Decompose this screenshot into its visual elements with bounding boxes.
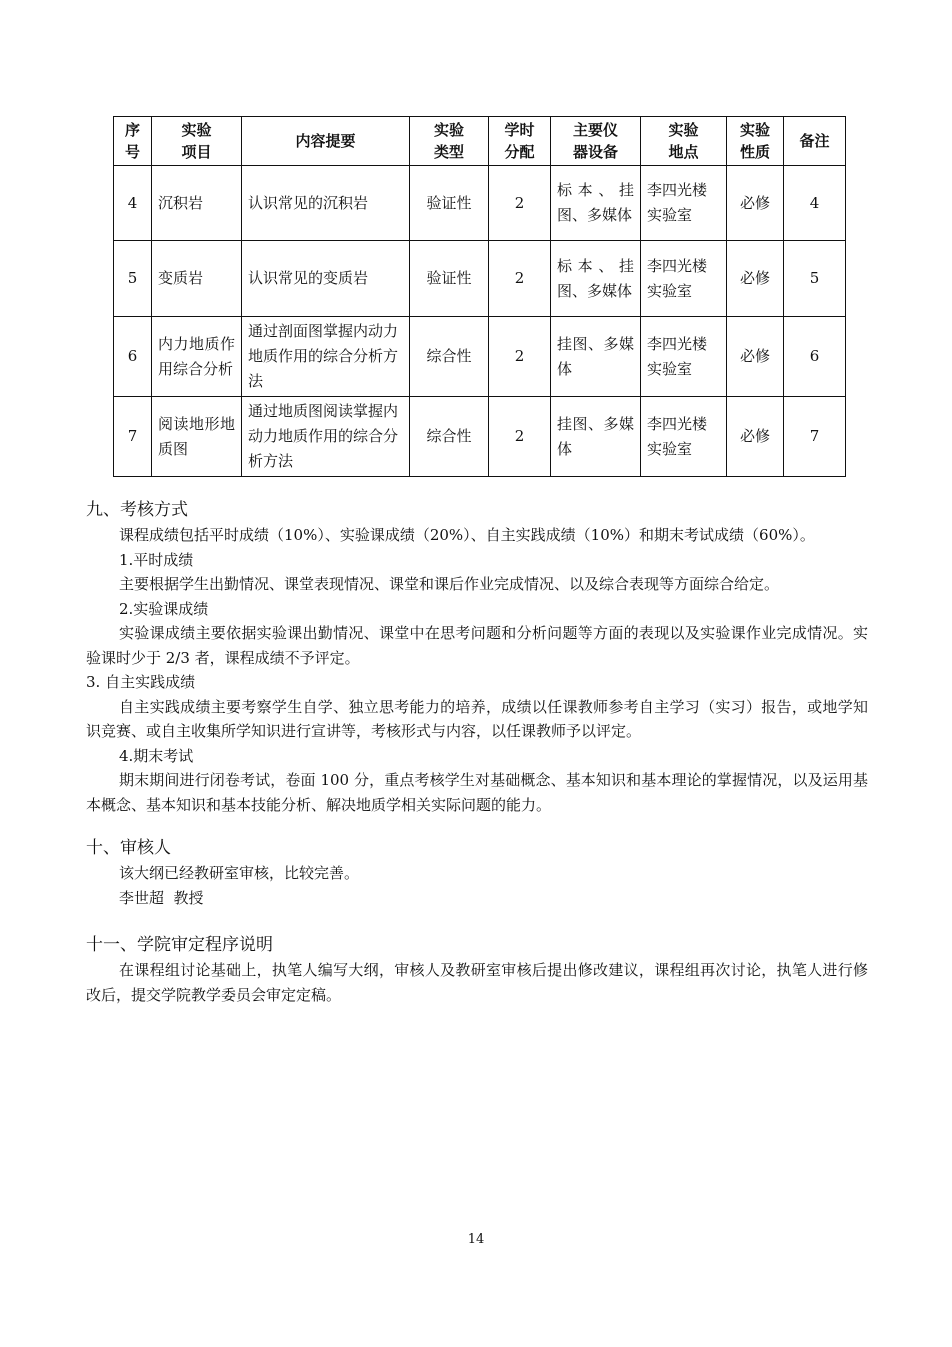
cell-content: 认识常见的沉积岩: [242, 166, 410, 241]
cell-location: 李四光楼实验室: [641, 397, 727, 477]
table-row: [114, 397, 846, 477]
cell-nature: 必修: [727, 241, 784, 317]
cell-project: 阅读地形地质图: [152, 397, 242, 477]
cell-equipment: 标本、挂图、多媒体: [551, 166, 641, 241]
table-header-row: [114, 117, 846, 166]
table-row: [114, 241, 846, 317]
cell-type: 验证性: [410, 166, 489, 241]
section-11-text: 在课程组讨论基础上，执笔人编写大纲，审核人及教研室审核后提出修改建议，课程组再次讨论，执笔人进行修改后，提交学院教学委员会审定定稿。: [86, 961, 868, 1004]
subsection-3-heading: 3. 自主实践成绩: [86, 673, 196, 691]
reviewer-name: 李世超 教授: [119, 888, 204, 907]
cell-no: 7: [114, 397, 152, 477]
cell-location: 李四光楼实验室: [641, 241, 727, 317]
cell-hours: 2: [489, 241, 551, 317]
cell-equipment: 挂图、多媒体: [551, 397, 641, 477]
cell-project: 内力地质作用综合分析: [152, 317, 242, 397]
subsection-2-heading: 2.实验课成绩: [119, 599, 209, 618]
cell-hours: 2: [489, 166, 551, 241]
cell-location: 李四光楼实验室: [641, 166, 727, 241]
header-type: 实验 类型: [410, 117, 489, 166]
header-nature: 实验 性质: [727, 117, 784, 166]
header-equipment: 主要仪 器设备: [551, 117, 641, 166]
header-content: 内容提要: [242, 117, 410, 166]
cell-no: 6: [114, 317, 152, 397]
subsection-4-text: 期末期间进行闭卷考试，卷面 100 分，重点考核学生对基础概念、基本知识和基本理论的掌握情况，以及运用基本概念、基本知识和基本技能分析、解决地质学相关实际问题的能力。: [86, 771, 868, 814]
cell-remark: 7: [784, 397, 846, 477]
cell-hours: 2: [489, 397, 551, 477]
subsection-1-text: 主要根据学生出勤情况、课堂表现情况、课堂和课后作业完成情况、以及综合表现等方面综合给定。: [119, 575, 780, 593]
cell-equipment: 挂图、多媒体: [551, 317, 641, 397]
cell-no: 4: [114, 166, 152, 241]
cell-content: 通过剖面图掌握内动力地质作用的综合分析方法: [242, 317, 410, 397]
page-number: 14: [467, 1232, 485, 1247]
section-9-heading: 九、考核方式: [86, 500, 188, 520]
experiment-table: [113, 116, 846, 477]
cell-equipment: 标本、挂图、多媒体: [551, 241, 641, 317]
cell-no: 5: [114, 241, 152, 317]
subsection-2-text: 实验课成绩主要依据实验课出勤情况、课堂中在思考问题和分析问题等方面的表现以及实验课作业完成情况。实验课时少于 2/3 者，课程成绩不予评定。: [86, 624, 868, 667]
table-row: [114, 317, 846, 397]
cell-remark: 5: [784, 241, 846, 317]
table-row: [114, 166, 846, 241]
subsection-1-heading: 1.平时成绩: [119, 550, 194, 569]
cell-project: 变质岩: [152, 241, 242, 317]
header-remark: 备注: [784, 117, 846, 166]
cell-remark: 6: [784, 317, 846, 397]
cell-project: 沉积岩: [152, 166, 242, 241]
section-11-heading: 十一、学院审定程序说明: [86, 935, 273, 955]
cell-type: 综合性: [410, 317, 489, 397]
section-9-intro: 课程成绩包括平时成绩（10%）、实验课成绩（20%）、自主实践成绩（10%）和期末考试成绩（60%）。: [119, 526, 815, 544]
header-location: 实验 地点: [641, 117, 727, 166]
subsection-4-heading: 4.期末考试: [119, 746, 194, 765]
subsection-3-text: 自主实践成绩主要考察学生自学、独立思考能力的培养，成绩以任课教师参考自主学习（实习）报告，或地学知识竞赛、或自主收集所学知识进行宣讲等，考核形式与内容，以任课教师予以评定。: [86, 697, 868, 740]
cell-type: 验证性: [410, 241, 489, 317]
header-no: 序 号: [114, 117, 152, 166]
cell-content: 认识常见的变质岩: [242, 241, 410, 317]
cell-nature: 必修: [727, 397, 784, 477]
cell-remark: 4: [784, 166, 846, 241]
cell-content: 通过地质图阅读掌握内动力地质作用的综合分析方法: [242, 397, 410, 477]
section-10-text: 该大纲已经教研室审核，比较完善。: [119, 864, 360, 882]
header-hours: 学时 分配: [489, 117, 551, 166]
section-10-heading: 十、审核人: [86, 838, 171, 858]
cell-hours: 2: [489, 317, 551, 397]
cell-type: 综合性: [410, 397, 489, 477]
cell-nature: 必修: [727, 166, 784, 241]
cell-nature: 必修: [727, 317, 784, 397]
document-body: [86, 497, 868, 1007]
cell-location: 李四光楼实验室: [641, 317, 727, 397]
header-project: 实验 项目: [152, 117, 242, 166]
